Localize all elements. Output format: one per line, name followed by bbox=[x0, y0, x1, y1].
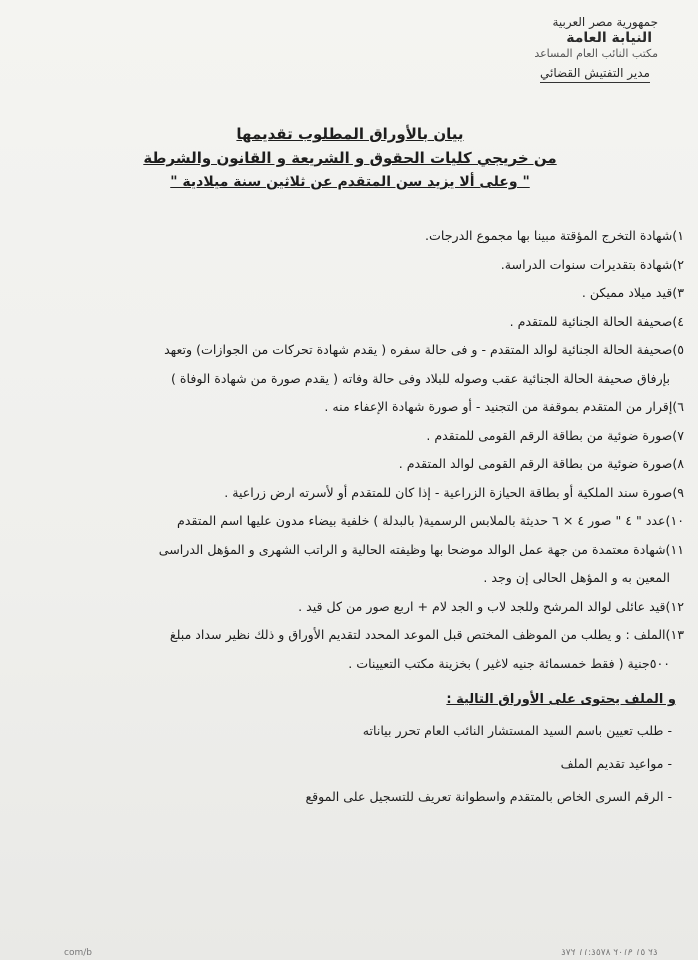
bullet-item: - مواعيد تقديم الملف bbox=[560, 756, 672, 771]
age-condition: " وعلى ألا يزيد سن المتقدم عن ثلاثين سنة ميلادية " bbox=[170, 174, 530, 190]
list-item: ٧)صورة ضوئية من بطاقة الرقم القومى للمتقدم . bbox=[426, 427, 684, 443]
document-subtitle: من خريجي كليات الحقوق و الشريعة و القانون والشرطة bbox=[143, 149, 557, 167]
letterhead-country: جمهورية مصر العربية bbox=[552, 15, 658, 29]
list-item-continuation: بإرفاق صحيفة الحالة الجنائية عقب وصوله للبلاد وفى حالة وفاته ( يقدم صورة من شهادة الوفاة ) bbox=[171, 370, 670, 386]
list-item: ٥)صحيفة الحالة الجنائية لوالد المتقدم - و فى حالة سفره ( يقدم شهادة تحركات من الجوازات) وتعهد bbox=[164, 342, 684, 357]
list-item: ١٣)الملف : و يطلب من الموظف المختص قبل الموعد المحدد لتقديم الأوراق و ذلك نظير سداد مبلغ bbox=[169, 627, 684, 642]
letterhead-authority: النيابة العامة bbox=[566, 30, 652, 46]
list-item: ١)شهادة التخرج المؤقتة مبينا بها مجموع الدرجات. bbox=[425, 228, 684, 243]
list-item: ٦)إقرار من المتقدم بموقفة من التجنيد - أو صورة شهادة الإعفاء منه . bbox=[324, 399, 684, 414]
file-contents-title: و الملف يحتوى على الأوراق التالية : bbox=[446, 692, 676, 707]
list-item: ٤)صحيفة الحالة الجنائية للمتقدم . bbox=[509, 313, 684, 329]
letterhead-office: مكتب النائب العام المساعد bbox=[534, 47, 658, 60]
list-item: ٨)صورة ضوئية من بطاقة الرقم القومى لوالد المتقدم . bbox=[398, 456, 684, 471]
list-item: ٢)شهادة بتقديرات سنوات الدراسة. bbox=[500, 256, 684, 272]
bullet-item: - طلب تعيين باسم السيد المستشار النائب العام تحرر بياناته bbox=[362, 723, 672, 738]
footer-url-fragment: com/b bbox=[64, 948, 92, 958]
list-item: ١٠)عدد " ٤ " صور ٤ × ٦ حديثة بالملابس الرسمية( بالبدلة ) خلفية بيضاء مدون عليها اسم المتقدم bbox=[177, 513, 684, 528]
bullet-item: - الرقم السرى الخاص بالمتقدم واسطوانة تعريف للتسجيل على الموقع bbox=[305, 789, 672, 804]
document-titles bbox=[130, 122, 570, 194]
list-item: ١١)شهادة معتمدة من جهة عمل الوالد موضحا بها وظيفته الحالية و الراتب الشهرى و المؤهل الدراسى bbox=[158, 541, 684, 557]
list-item: ١٢)قيد عائلى لوالد المرشح وللجد لاب و الجد لام + اربع صور من كل قيد . bbox=[298, 598, 684, 614]
requirements-list bbox=[4, 222, 684, 678]
letterhead-department: مدير التفتيش القضائي bbox=[540, 65, 650, 83]
file-contents-section bbox=[16, 686, 676, 813]
document-title: بيان بالأوراق المطلوب تقديمها bbox=[236, 125, 464, 143]
list-item: ٩)صورة سند الملكية أو بطاقة الحيازة الزراعية - إذا كان للمتقدم أو لأسرته ارض زراعية . bbox=[224, 484, 684, 500]
list-item-continuation: ٥٠٠جنية ( فقط خمسمائة جنيه لاغير ) بخزينة مكتب التعيينات . bbox=[348, 655, 670, 671]
letterhead bbox=[534, 14, 658, 83]
footer-timestamp: ٢٧٤ ٨٧٥٤:١١ ٩١٠٢ ٥١ ٤٢ bbox=[561, 948, 658, 958]
list-item-continuation: المعين به و المؤهل الحالى إن وجد . bbox=[483, 570, 670, 585]
list-item: ٣)قيد ميلاد مميكن . bbox=[581, 285, 684, 300]
